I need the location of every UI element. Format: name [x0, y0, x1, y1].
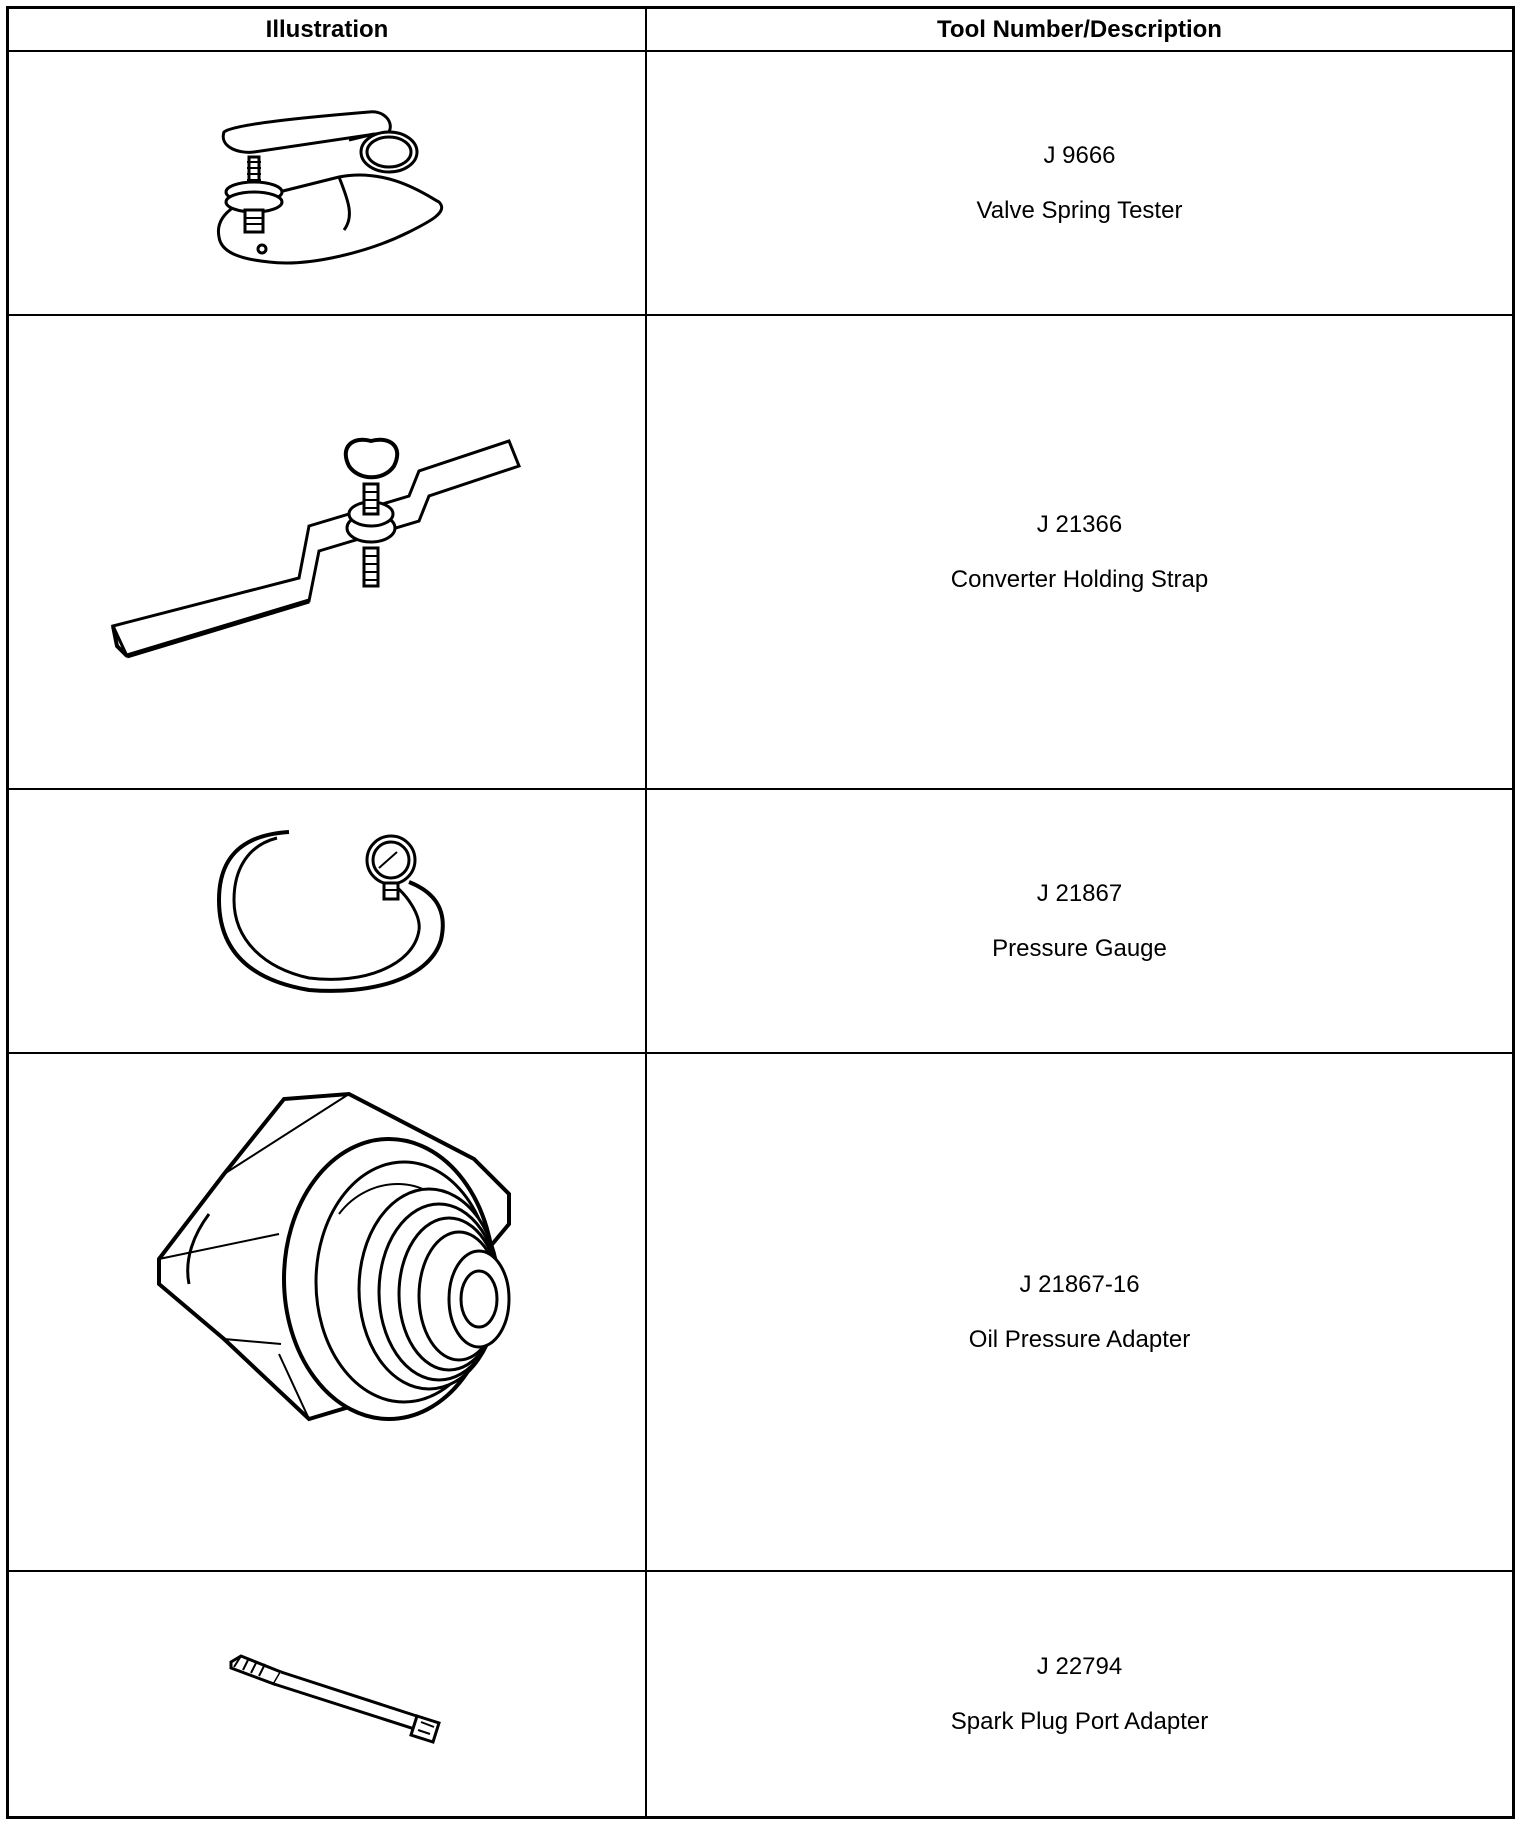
- tool-description: Converter Holding Strap: [950, 565, 1209, 593]
- spark-plug-port-adapter-icon: [9, 1572, 645, 1816]
- tool-description: Oil Pressure Adapter: [968, 1325, 1191, 1353]
- tool-number: J 22794: [1036, 1652, 1123, 1680]
- table-row: [9, 316, 1512, 790]
- pressure-gauge-icon: [9, 790, 645, 1052]
- tool-number: J 21867-16: [1019, 1270, 1140, 1298]
- tool-description: Valve Spring Tester: [976, 196, 1183, 224]
- oil-pressure-adapter-icon: [9, 1054, 645, 1570]
- tool-number: J 21867: [1036, 879, 1123, 907]
- tool-number: J 9666: [1043, 141, 1116, 169]
- header-tool-description: Tool Number/Description: [937, 16, 1222, 43]
- tool-description: Pressure Gauge: [992, 934, 1167, 962]
- tool-info: [647, 790, 1512, 1052]
- header-illustration: Illustration: [265, 16, 389, 43]
- tool-info: [647, 316, 1512, 788]
- valve-spring-tester-icon: [9, 52, 645, 314]
- tool-info: [647, 1572, 1512, 1816]
- table-row: [9, 1054, 1512, 1572]
- tools-table: [6, 6, 1515, 1819]
- converter-holding-strap-icon: [9, 316, 645, 788]
- table-row: [9, 1572, 1512, 1816]
- table-row: [9, 790, 1512, 1054]
- tool-info: [647, 1054, 1512, 1570]
- tool-number: J 21366: [1036, 510, 1123, 538]
- table-header: [9, 9, 1512, 52]
- tool-info: [647, 52, 1512, 314]
- table-row: [9, 52, 1512, 316]
- tool-description: Spark Plug Port Adapter: [950, 1707, 1209, 1735]
